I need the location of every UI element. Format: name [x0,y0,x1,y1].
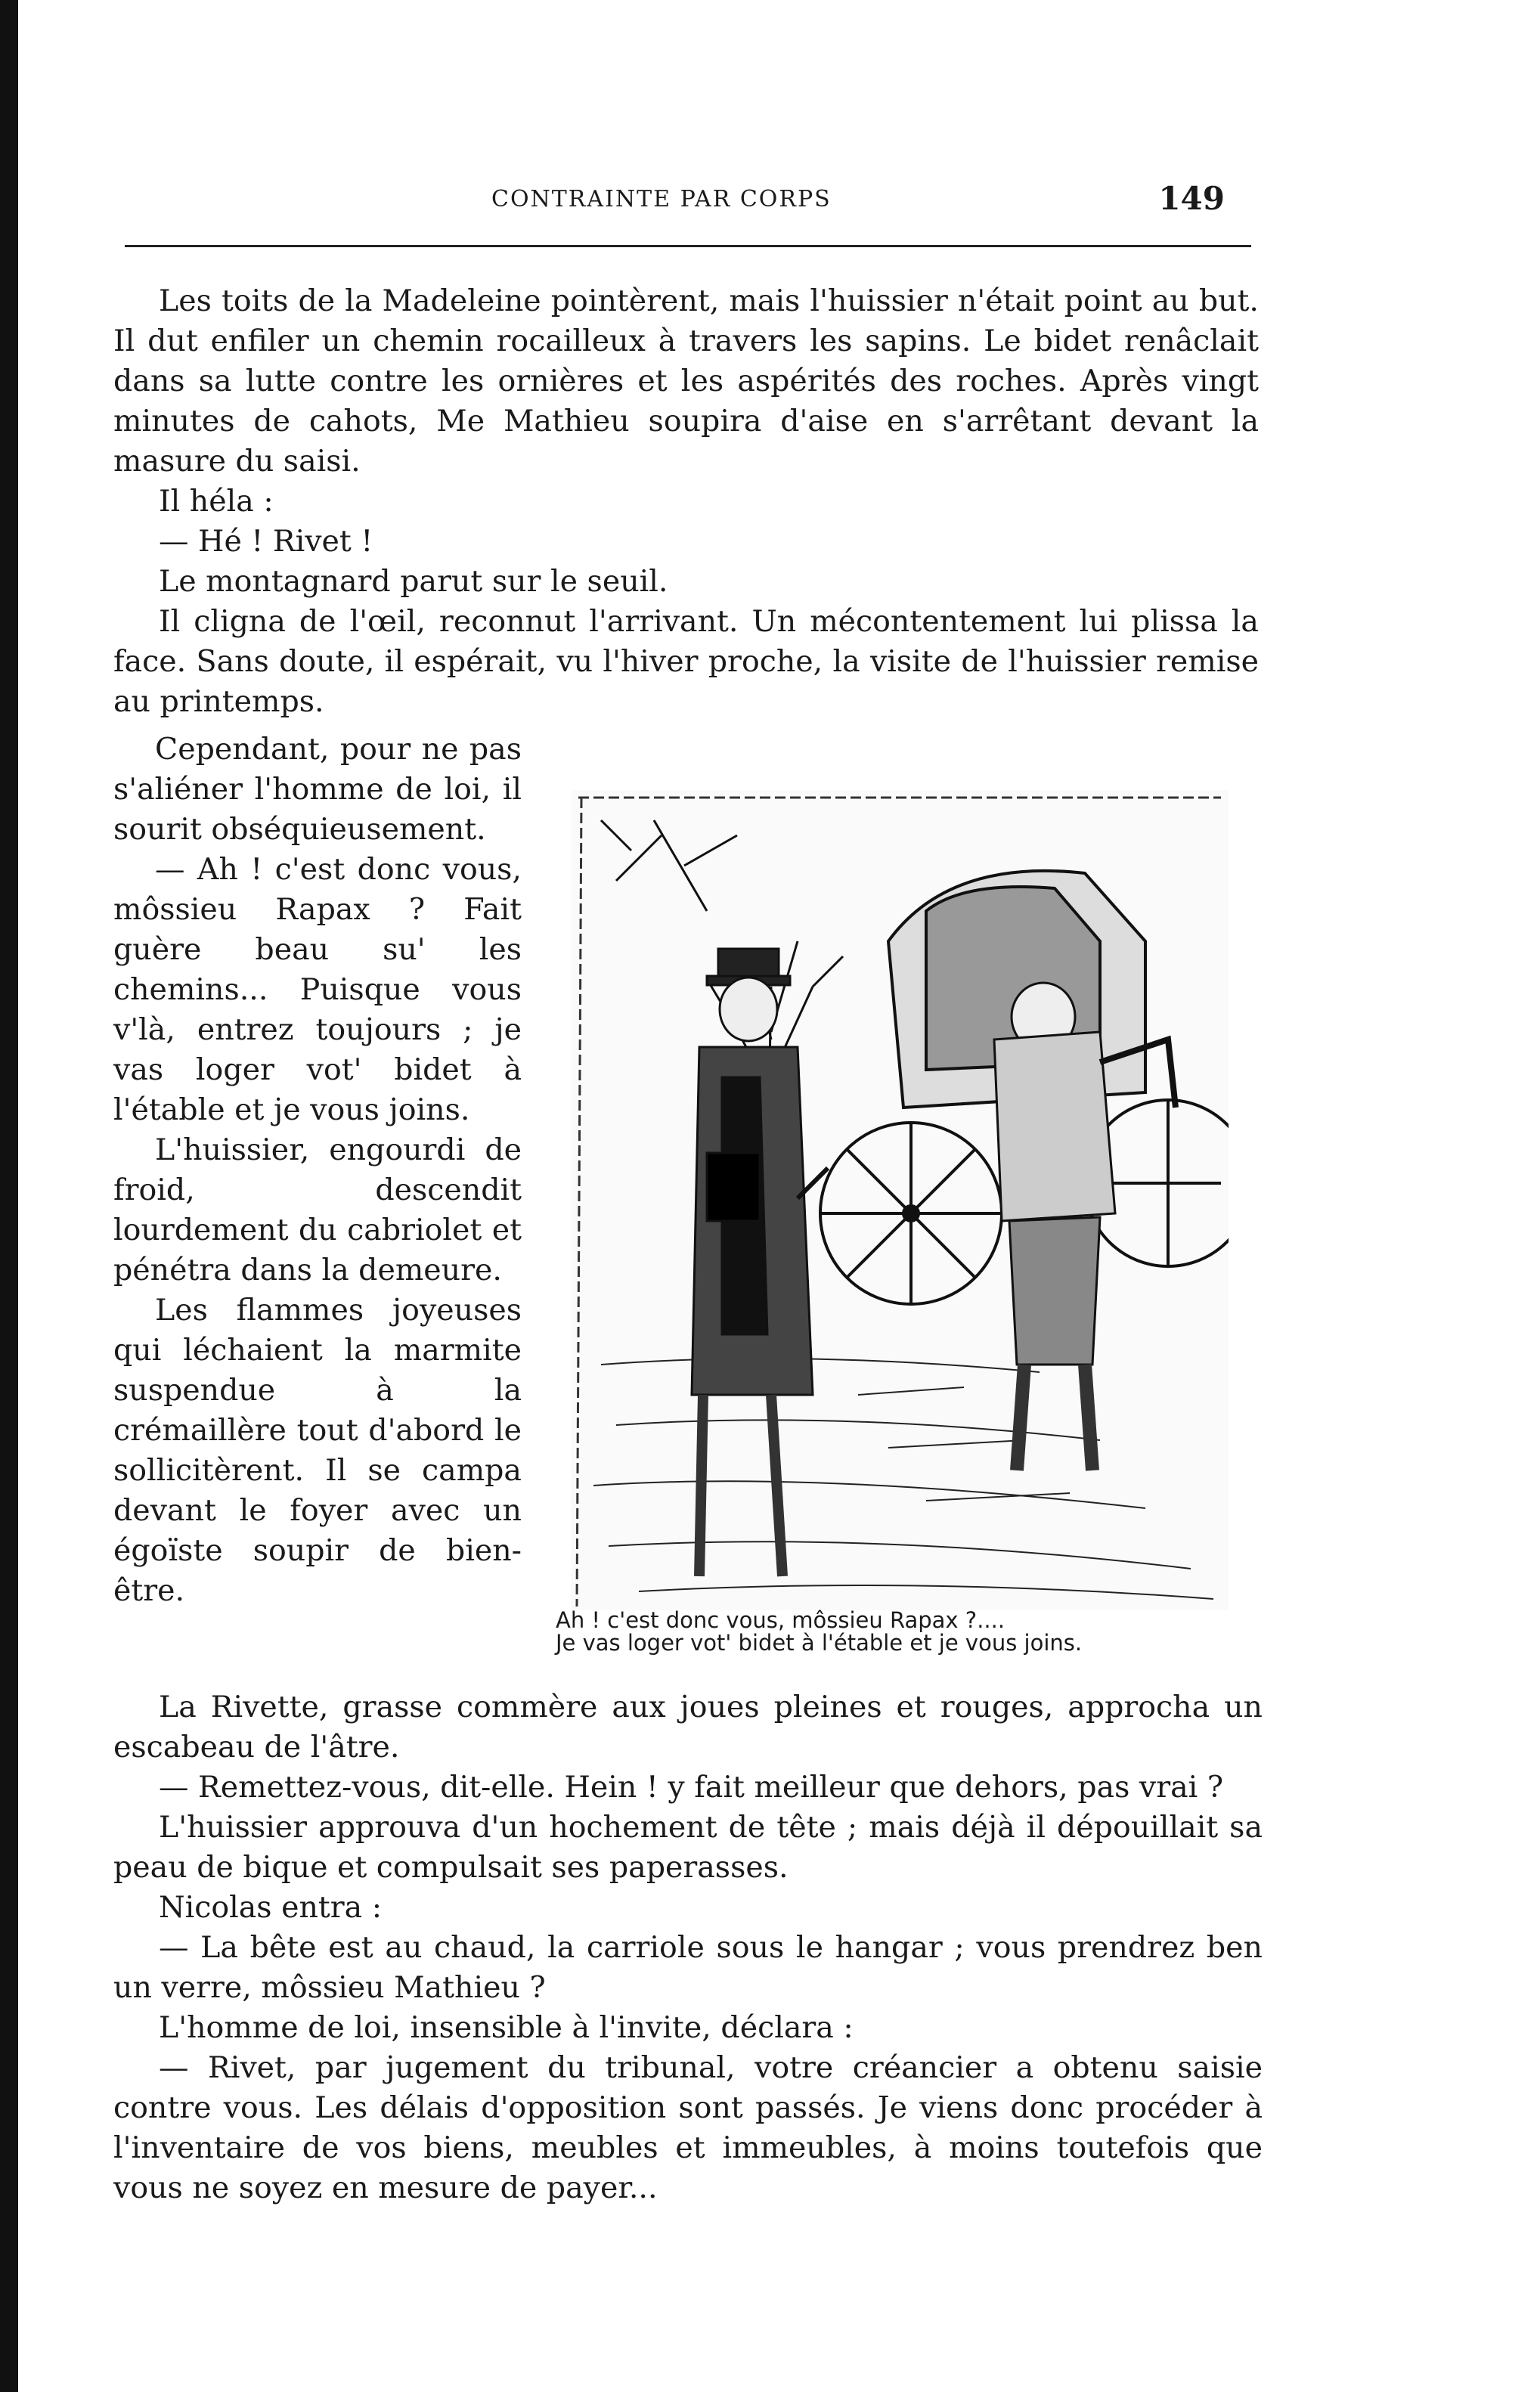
narrow-column-text [113,730,522,1611]
paragraph: Les flammes joyeuses qui léchaient la marmite suspendue à la crémaillère tout d'abord le sollicitèrent. Il se campa devant le foyer avec un égoïste soupir de bien-être. [113,1293,522,1608]
page-header [113,180,1255,225]
running-title: CONTRAINTE PAR CORPS [491,186,832,212]
paragraph: Les toits de la Madeleine pointèrent, mais l'huissier n'était point au but. Il dut enfiler un chemin rocailleux à travers les sapins. Le bidet renâclait dans sa lutte contre les ornières et les aspérités des roches. Après vingt minutes de cahots, Me Mathieu soupira d'aise en s'arrêtant devant la masure du saisi. [113,284,1259,479]
paragraph: L'huissier, engourdi de froid, descendit lourdement du cabriolet et pénétra dans la demeure. [113,1132,522,1287]
header-rule [125,245,1251,247]
paragraph: Nicolas entra : [159,1890,383,1925]
paragraph: Il cligna de l'œil, reconnut l'arrivant. Un mécontentement lui plissa la face. Sans doute, il espérait, vu l'hiver proche, la visite de l'huissier remise au printemps. [113,604,1259,719]
caption-line: Ah ! c'est donc vous, môssieu Rapax ?.... [556,1607,1005,1633]
caption-line: Je vas loger vot' bidet à l'étable et je vous joins. [556,1630,1083,1656]
paragraph: Il héla : [159,484,274,519]
engraving-illustration [571,790,1229,1610]
paragraph: Cependant, pour ne pas s'aliéner l'homme de loi, il sourit obséquieusement. [113,732,522,847]
paragraph: — Remettez-vous, dit-elle. Hein ! y fait meilleur que dehors, pas vrai ? [159,1770,1224,1805]
paragraph: — Hé ! Rivet ! [159,524,373,559]
paragraph: La Rivette, grasse commère aux joues pleines et rouges, approcha un escabeau de l'âtre. [113,1690,1263,1765]
page-number: 149 [1158,180,1225,217]
paragraph: L'huissier approuva d'un hochement de tête ; mais déjà il dépouillait sa peau de bique et compulsait ses paperasses. [113,1810,1263,1885]
paragraph: — Rivet, par jugement du tribunal, votre créancier a obtenu saisie contre vous. Les délais d'opposition sont passés. Je viens donc procéder à l'inventaire de vos biens, meubles et immeubles, à moins toutefois que vous ne soyez en mesure de payer... [113,2050,1263,2205]
bottom-text-block [113,1687,1263,2208]
paragraph: L'homme de loi, insensible à l'invite, déclara : [159,2010,854,2045]
paragraph: — Ah ! c'est donc vous, môssieu Rapax ? Fait guère beau su' les chemins... Puisque vous v'là, entrez toujours ; je vas loger vot' bidet à l'étable et je vous joins. [113,852,522,1127]
book-spine-edge [0,0,18,2392]
illustration-caption [556,1609,1251,1654]
top-text-block [113,281,1259,722]
paragraph: Le montagnard parut sur le seuil. [159,564,668,599]
paragraph: — La bête est au chaud, la carriole sous le hangar ; vous prendrez ben un verre, môssieu Mathieu ? [113,1930,1263,2005]
